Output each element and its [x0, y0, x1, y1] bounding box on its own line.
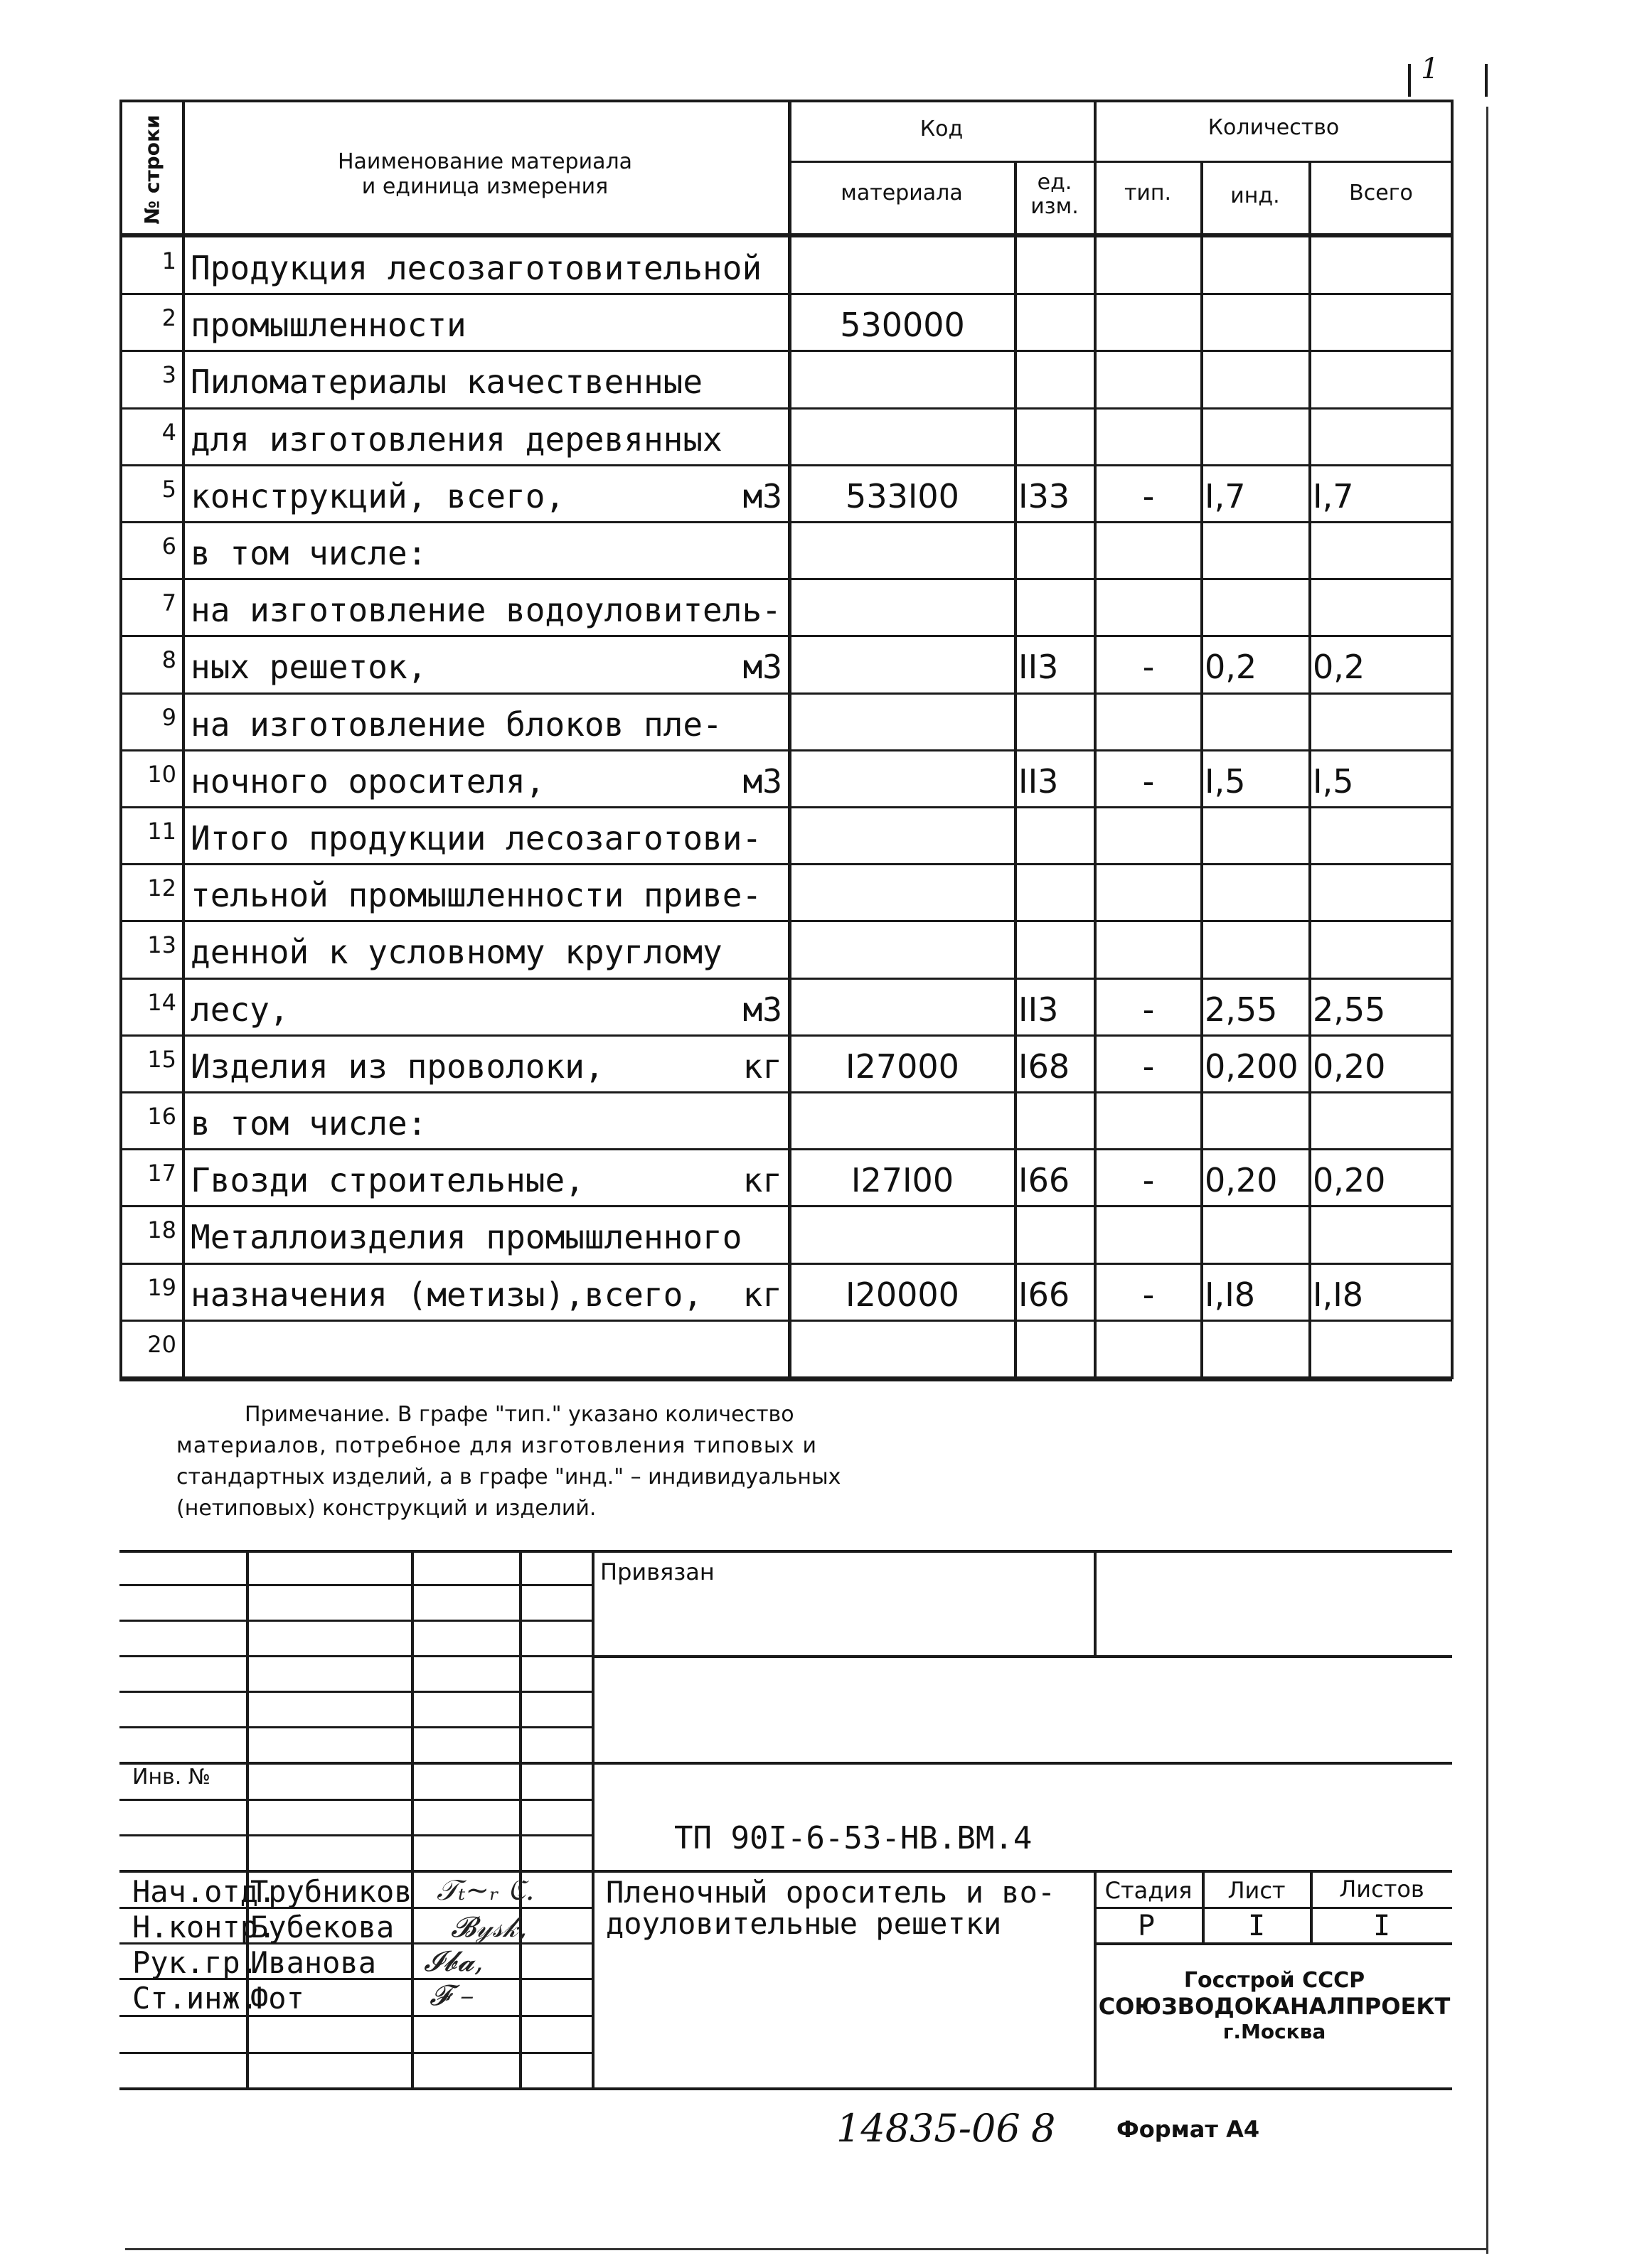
row-number: 2 — [161, 304, 176, 331]
row-number: 16 — [147, 1103, 176, 1130]
unit-of-measure: м3 — [742, 990, 782, 1029]
unit-code: I66 — [1018, 1161, 1070, 1199]
signature-trubnikov: 𝒯ₜ~ᵣ ℭ. — [437, 1874, 535, 1907]
signatory-name: Бубекова — [250, 1910, 395, 1945]
material-code: 533I00 — [846, 477, 959, 515]
signature-bubekova: 𝓑𝓎𝓈𝓀, — [451, 1911, 528, 1944]
total-quantity: 0,2 — [1313, 648, 1365, 686]
row-number: 6 — [161, 533, 176, 560]
unit-of-measure: м3 — [742, 648, 782, 686]
unit-of-measure: кг — [742, 1161, 782, 1199]
total-quantity: I,7 — [1313, 477, 1354, 515]
signatory-role: Ст.инж. — [132, 1981, 259, 2016]
material-name: Гвозди строительные, — [191, 1161, 585, 1199]
organization: Госстрой СССР СОЮЗВОДОКАНАЛПРОЕКТ г.Москва — [1098, 1968, 1451, 2043]
ind-quantity: I,5 — [1205, 762, 1246, 801]
material-code-header: материала — [841, 181, 963, 205]
signatory-role: Н.контр. — [132, 1910, 277, 1945]
corner-sheet-mark: 1 — [1421, 53, 1439, 85]
signature-fot: 𝓕 ⎯ — [430, 1979, 471, 2012]
signature-ivanova: 𝓘𝓫𝓪, — [424, 1945, 484, 1978]
unit-code: I68 — [1018, 1047, 1070, 1086]
row-number: 15 — [147, 1046, 176, 1073]
row-number: 13 — [147, 931, 176, 958]
unit-of-measure: м3 — [742, 477, 782, 515]
row-number: 10 — [147, 761, 176, 788]
typ-quantity: - — [1142, 648, 1155, 686]
material-code: I27000 — [846, 1047, 959, 1086]
inventory-number-label: Инв. № — [132, 1765, 215, 1790]
material-name: конструкций, всего, — [191, 477, 565, 515]
material-code: I27I00 — [851, 1161, 954, 1199]
row-number: 17 — [147, 1160, 176, 1187]
ind-quantity: I,I8 — [1205, 1275, 1256, 1314]
unit-code: I66 — [1018, 1275, 1070, 1314]
material-name: денной к условному круглому — [191, 933, 722, 971]
unit-code: I33 — [1018, 477, 1070, 515]
row-number: 3 — [161, 361, 176, 388]
material-name: ных решеток, — [191, 648, 427, 686]
material-name: в том числе: — [191, 534, 427, 572]
row-number-header: № строки — [140, 114, 164, 225]
typ-header: тип. — [1124, 181, 1172, 205]
quantity-group-header: Количество — [1207, 115, 1340, 140]
row-number: 19 — [147, 1274, 176, 1301]
material-name: в том числе: — [191, 1104, 427, 1143]
sheet-value: I — [1247, 1910, 1266, 1942]
footnote: Примечание. В графе "тип." указано количество материалов, потребное для изготовления типовых и стандартных изделий, а в графе "инд." – индивидуальных (нетиповых) конструкций и изделий. — [176, 1402, 841, 1521]
signatory-role: Нач.отд. — [132, 1874, 277, 1909]
typ-quantity: - — [1142, 990, 1155, 1029]
signatory-role: Рук.гр. — [132, 1945, 259, 1980]
unit-code: II3 — [1018, 990, 1059, 1029]
archive-number: 14835-06 — [836, 2106, 1020, 2151]
material-name: ночного оросителя, — [191, 762, 545, 801]
material-name: тельной промышленности приве- — [191, 876, 762, 914]
page-mark: 8 — [1031, 2106, 1056, 2151]
ind-header: инд. — [1230, 183, 1280, 208]
unit-header: ед. изм. — [1030, 170, 1079, 219]
material-name: на изготовление водоуловитель- — [191, 591, 782, 629]
material-name: лесу, — [191, 990, 289, 1029]
unit-of-measure: кг — [742, 1275, 782, 1314]
material-name: назначения (метизы),всего, — [191, 1275, 703, 1314]
row-number: 4 — [161, 419, 176, 446]
row-number: 12 — [147, 874, 176, 902]
unit-of-measure: м3 — [742, 762, 782, 801]
row-number: 14 — [147, 989, 176, 1016]
row-number: 7 — [161, 589, 176, 616]
signatory-name: Иванова — [250, 1945, 377, 1980]
total-quantity: I,I8 — [1313, 1275, 1364, 1314]
total-quantity: 0,20 — [1313, 1161, 1386, 1199]
material-code: I20000 — [846, 1275, 959, 1314]
unit-of-measure: кг — [742, 1047, 782, 1086]
code-group-header: Код — [919, 117, 964, 141]
row-number: 5 — [161, 476, 176, 503]
material-name: промышленности — [191, 306, 466, 344]
privyazan-label: Привязан — [600, 1558, 715, 1585]
row-number: 18 — [147, 1216, 176, 1243]
material-name: для изготовления деревянных — [191, 420, 722, 459]
row-number: 11 — [147, 818, 176, 845]
document-code: ТП 90I-6-53-НВ.ВМ.4 — [674, 1820, 1033, 1856]
signatory-name: Трубников — [250, 1874, 412, 1909]
typ-quantity: - — [1142, 1161, 1155, 1199]
ind-quantity: I,7 — [1205, 477, 1246, 515]
total-header: Всего — [1349, 181, 1413, 205]
row-number: 8 — [161, 646, 176, 673]
row-number: 20 — [147, 1331, 176, 1358]
sheets-label: Листов — [1339, 1876, 1424, 1903]
sheets-value: I — [1372, 1910, 1391, 1942]
material-code: 530000 — [840, 306, 965, 344]
material-name: Металлоизделия промышленного — [191, 1218, 742, 1256]
ind-quantity: 0,200 — [1205, 1047, 1299, 1086]
ind-quantity: 0,20 — [1205, 1161, 1278, 1199]
stage-value: Р — [1137, 1910, 1156, 1942]
ind-quantity: 2,55 — [1205, 990, 1278, 1029]
stage-label: Стадия — [1104, 1877, 1193, 1904]
total-quantity: I,5 — [1313, 762, 1354, 801]
unit-code: II3 — [1018, 762, 1059, 801]
unit-code: II3 — [1018, 648, 1059, 686]
typ-quantity: - — [1142, 477, 1155, 515]
signatory-name: Фот — [250, 1981, 304, 2016]
material-name: Изделия из проволоки, — [191, 1047, 604, 1086]
sheet-title: Пленочный ороситель и во- доуловительные решетки — [606, 1875, 1056, 1941]
row-number: 9 — [161, 704, 176, 731]
material-name: на изготовление блоков пле- — [191, 705, 722, 744]
material-name: Итого продукции лесозаготови- — [191, 819, 762, 857]
sheet-label: Лист — [1227, 1877, 1286, 1904]
total-quantity: 2,55 — [1313, 990, 1386, 1029]
total-quantity: 0,20 — [1313, 1047, 1386, 1086]
ind-quantity: 0,2 — [1205, 648, 1257, 686]
name-header: Наименование материала и единица измерения — [337, 149, 633, 199]
row-number: 1 — [161, 247, 176, 274]
material-name: Продукция лесозаготовительной — [191, 249, 762, 287]
typ-quantity: - — [1142, 1275, 1155, 1314]
material-name: Пиломатериалы качественные — [191, 363, 703, 401]
typ-quantity: - — [1142, 1047, 1155, 1086]
paper-format: Формат А4 — [1116, 2116, 1260, 2143]
typ-quantity: - — [1142, 762, 1155, 801]
